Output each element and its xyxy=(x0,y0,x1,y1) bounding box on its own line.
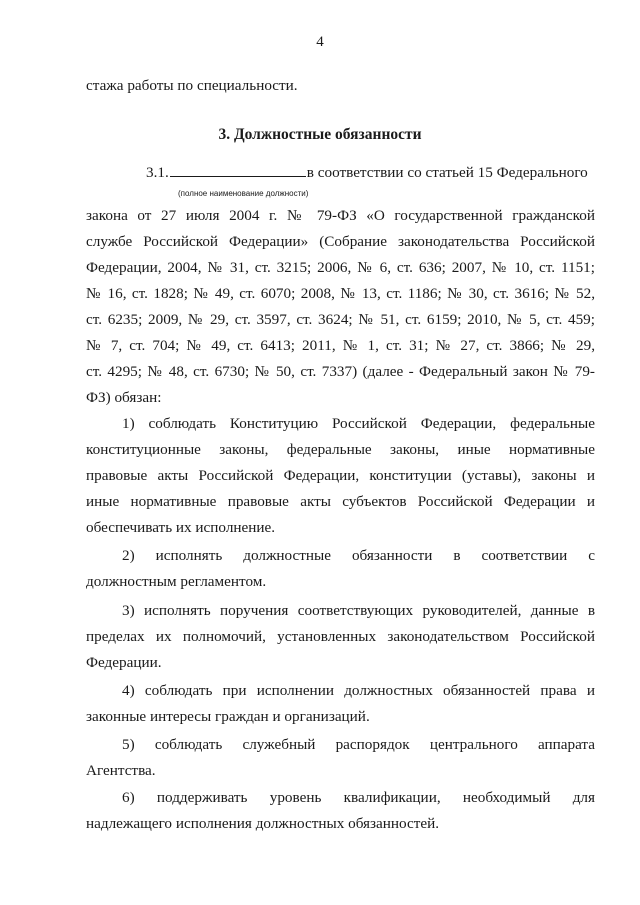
clause-line: № 7, ст. 704; № 49, ст. 6413; 2011, № 1, ст. 31; № 27, ст. 3866; № 29, xyxy=(86,337,595,354)
duty-2-line: должностным регламентом. xyxy=(86,573,267,590)
duty-6-first-line: 6) поддерживать уровень квалификации, необходимый для xyxy=(122,789,595,806)
duty-1-line: конституционные законы, федеральные законы, иные нормативные xyxy=(86,441,595,458)
blank-caption: (полное наименование должности) xyxy=(178,189,309,198)
page-number: 4 xyxy=(316,34,324,50)
duty-4-line: законные интересы граждан и организаций. xyxy=(86,708,370,725)
duty-1-first-line: 1) соблюдать Конституцию Российской Федерации, федеральные xyxy=(122,415,595,432)
duty-6-line: надлежащего исполнения должностных обязанностей. xyxy=(86,815,440,832)
intro-line: стажа работы по специальности. xyxy=(86,77,298,94)
clause-line: закона от 27 июля 2004 г. № 79-ФЗ «О государственной гражданской xyxy=(86,207,595,224)
clause-line: Федерации, 2004, № 31, ст. 3215; 2006, № 6, ст. 636; 2007, № 10, ст. 1151; xyxy=(86,259,595,276)
duty-3-line: пределах их полномочий, установленных законодательством Российской xyxy=(86,628,595,645)
duty-3-first-line: 3) исполнять поручения соответствующих руководителей, данные в xyxy=(122,602,595,619)
section-heading: 3. Должностные обязанности xyxy=(218,126,422,143)
duty-5-first-line: 5) соблюдать служебный распорядок центрального аппарата xyxy=(122,736,595,753)
position-name-blank xyxy=(170,162,306,177)
duty-3-line: Федерации. xyxy=(86,654,162,671)
clause-number: 3.1. xyxy=(146,164,169,181)
duty-1-line: правовые акты Российской Федерации, конституции (уставы), законы и xyxy=(86,467,595,484)
clause-line: № 16, ст. 1828; № 49, ст. 6070; 2008, № 13, ст. 1186; № 30, ст. 3616; № 52, xyxy=(86,285,595,302)
clause-line: ст. 4295; № 48, ст. 6730; № 50, ст. 7337) (далее - Федеральный закон № 79- xyxy=(86,363,595,380)
clause-line: ст. 6235; 2009, № 29, ст. 3597, ст. 3624; № 51, ст. 6159; 2010, № 5, ст. 459; xyxy=(86,311,595,328)
duty-4-first-line: 4) соблюдать при исполнении должностных обязанностей права и xyxy=(122,682,595,699)
clause-line: службе Российской Федерации» (Собрание законодательства Российской xyxy=(86,233,595,250)
clause-after-blank: в соответствии со статьей 15 Федерального xyxy=(306,164,588,181)
duty-5-line: Агентства. xyxy=(86,762,156,779)
duty-2-first-line: 2) исполнять должностные обязанности в соответствии с xyxy=(122,547,595,564)
clause-first-line xyxy=(146,162,595,183)
duty-1-line: обеспечивать их исполнение. xyxy=(86,519,276,536)
duty-1-line: иные нормативные правовые акты субъектов Российской Федерации и xyxy=(86,493,595,510)
clause-line: ФЗ) обязан: xyxy=(86,389,162,406)
